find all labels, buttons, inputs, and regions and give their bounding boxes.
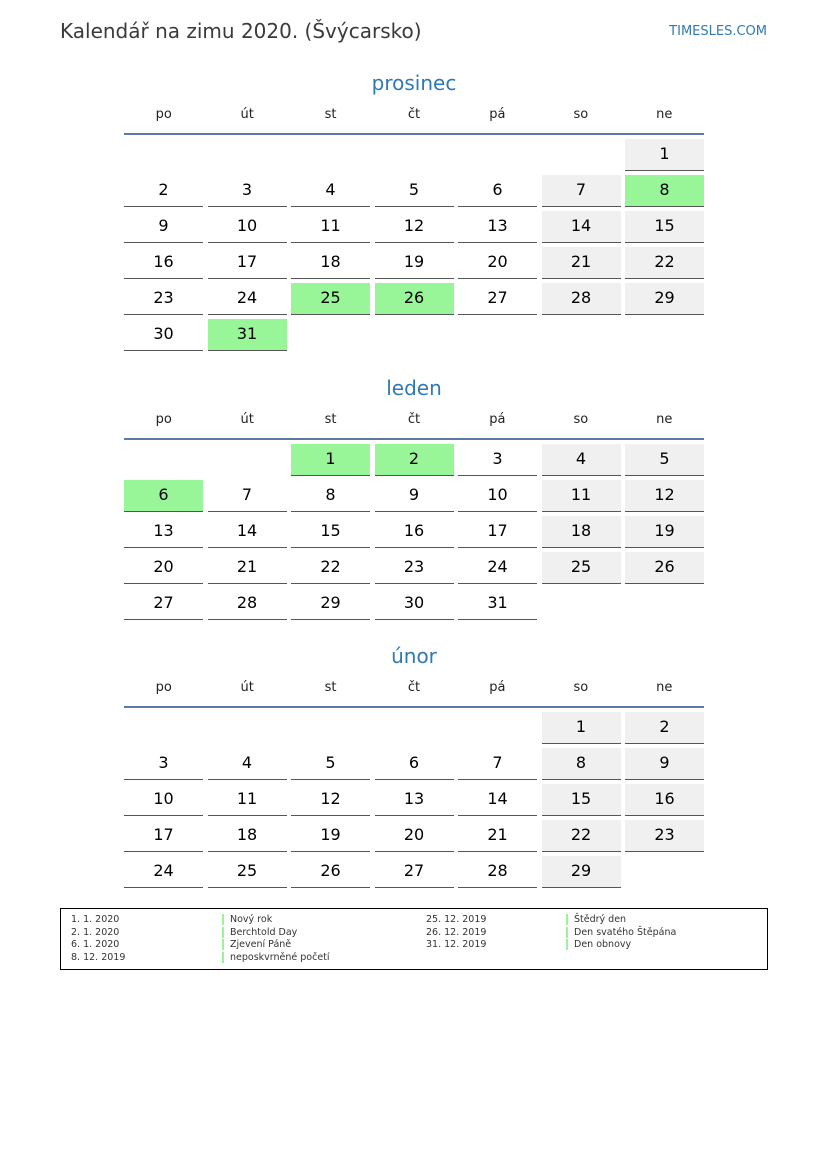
- day-cell: 15: [291, 516, 370, 548]
- day-cell: 23: [625, 820, 704, 852]
- week-row: [124, 784, 704, 816]
- day-cell: 13: [124, 516, 203, 548]
- legend-date: 6. 1. 2020: [71, 939, 120, 951]
- day-cell: 30: [124, 319, 203, 351]
- day-cell: 22: [625, 247, 704, 279]
- weekday-label: st: [324, 680, 337, 695]
- day-cell: 3: [208, 175, 287, 207]
- day-cell: 6: [124, 480, 203, 512]
- weekday-label: út: [240, 107, 254, 122]
- page-title: Kalendář na zimu 2020. (Švýcarsko): [60, 19, 422, 43]
- legend-holiday-name: [222, 927, 330, 940]
- week-row: [124, 247, 704, 279]
- legend-names-left: [222, 914, 330, 964]
- legend-dates-left: [71, 914, 125, 964]
- day-cell: 27: [458, 283, 537, 315]
- day-cell: 10: [458, 480, 537, 512]
- empty-day-cell: [124, 712, 203, 744]
- day-cell: 6: [458, 175, 537, 207]
- empty-day-cell: [542, 319, 621, 351]
- day-cell: 17: [124, 820, 203, 852]
- day-cell: 24: [458, 552, 537, 584]
- week-row: [124, 516, 704, 548]
- day-cell: 7: [458, 748, 537, 780]
- day-cell: 29: [625, 283, 704, 315]
- day-cell: 3: [458, 444, 537, 476]
- month-title: leden: [386, 376, 442, 400]
- empty-day-cell: [375, 319, 454, 351]
- day-cell: 9: [375, 480, 454, 512]
- empty-day-cell: [625, 588, 704, 620]
- day-cell: 11: [208, 784, 287, 816]
- day-cell: 2: [375, 444, 454, 476]
- day-cell: 24: [124, 856, 203, 888]
- weekday-label: út: [240, 412, 254, 427]
- empty-day-cell: [291, 712, 370, 744]
- day-cell: 31: [458, 588, 537, 620]
- weekday-label: po: [155, 412, 172, 427]
- month-title: prosinec: [371, 71, 457, 95]
- day-cell: 11: [291, 211, 370, 243]
- legend-holiday-name: [566, 914, 676, 927]
- week-row: [124, 480, 704, 512]
- day-cell: 22: [542, 820, 621, 852]
- day-cell: 19: [291, 820, 370, 852]
- day-cell: 21: [208, 552, 287, 584]
- week-row: [124, 712, 704, 744]
- day-cell: 28: [542, 283, 621, 315]
- empty-day-cell: [208, 139, 287, 171]
- brand-link[interactable]: TIMESLES.COM: [669, 24, 767, 39]
- week-row: [124, 175, 704, 207]
- day-cell: 29: [291, 588, 370, 620]
- day-cell: 20: [124, 552, 203, 584]
- day-cell: 16: [124, 247, 203, 279]
- day-cell: 9: [124, 211, 203, 243]
- day-cell: 12: [291, 784, 370, 816]
- day-cell: 17: [208, 247, 287, 279]
- week-row: [124, 283, 704, 315]
- day-cell: 24: [208, 283, 287, 315]
- day-cell: 10: [124, 784, 203, 816]
- day-cell: 4: [208, 748, 287, 780]
- legend-name-text: Den svatého Štěpána: [566, 927, 676, 938]
- day-cell: 19: [375, 247, 454, 279]
- legend-holiday-name: [566, 939, 676, 952]
- day-cell: 5: [625, 444, 704, 476]
- day-cell: 26: [625, 552, 704, 584]
- legend-date: 26. 12. 2019: [426, 926, 487, 938]
- day-cell: 7: [208, 480, 287, 512]
- legend-holiday-name: [222, 914, 330, 927]
- week-row: [124, 748, 704, 780]
- empty-day-cell: [542, 588, 621, 620]
- legend-name-text: neposkvrněné početí: [222, 952, 330, 963]
- week-row: [124, 444, 704, 476]
- day-cell: 14: [458, 784, 537, 816]
- empty-day-cell: [375, 139, 454, 171]
- week-row: [124, 588, 704, 620]
- legend-holiday-name: [222, 939, 330, 952]
- day-cell: 29: [542, 856, 621, 888]
- day-cell: 31: [208, 319, 287, 351]
- weekday-label: pá: [489, 680, 506, 695]
- legend-dates-right: [426, 914, 486, 952]
- legend-names-right: [566, 914, 676, 952]
- day-cell: 15: [542, 784, 621, 816]
- day-cell: 7: [542, 175, 621, 207]
- day-cell: 5: [291, 748, 370, 780]
- day-cell: 25: [542, 552, 621, 584]
- holiday-legend: [60, 908, 768, 970]
- weekday-label: ne: [656, 412, 673, 427]
- day-cell: 23: [124, 283, 203, 315]
- week-row: [124, 319, 704, 351]
- day-cell: 12: [625, 480, 704, 512]
- day-cell: 21: [458, 820, 537, 852]
- weekday-label: ne: [656, 680, 673, 695]
- day-cell: 26: [375, 283, 454, 315]
- empty-day-cell: [625, 856, 704, 888]
- empty-day-cell: [208, 712, 287, 744]
- day-cell: 3: [124, 748, 203, 780]
- weekday-header: [124, 680, 704, 708]
- day-cell: 1: [625, 139, 704, 171]
- legend-date: 1. 1. 2020: [71, 914, 120, 925]
- empty-day-cell: [124, 139, 203, 171]
- day-cell: 12: [375, 211, 454, 243]
- day-cell: 8: [291, 480, 370, 512]
- day-cell: 27: [375, 856, 454, 888]
- legend-name-text: Den obnovy: [566, 939, 631, 950]
- weekday-header: [124, 412, 704, 440]
- day-cell: 28: [458, 856, 537, 888]
- legend-date: 25. 12. 2019: [426, 914, 487, 925]
- month-0: [124, 70, 704, 351]
- day-cell: 28: [208, 588, 287, 620]
- day-cell: 17: [458, 516, 537, 548]
- weekday-label: čt: [407, 107, 421, 122]
- day-cell: 8: [625, 175, 704, 207]
- day-cell: 26: [291, 856, 370, 888]
- day-cell: 2: [625, 712, 704, 744]
- day-cell: 13: [375, 784, 454, 816]
- empty-day-cell: [458, 712, 537, 744]
- weekday-label: út: [240, 680, 254, 695]
- legend-date: 31. 12. 2019: [426, 939, 487, 951]
- week-row: [124, 820, 704, 852]
- weekday-label: so: [573, 680, 589, 695]
- day-cell: 25: [208, 856, 287, 888]
- legend-name-text: Nový rok: [222, 914, 272, 925]
- week-row: [124, 856, 704, 888]
- empty-day-cell: [458, 139, 537, 171]
- day-cell: 2: [124, 175, 203, 207]
- day-cell: 1: [542, 712, 621, 744]
- empty-day-cell: [208, 444, 287, 476]
- weekday-label: po: [155, 680, 172, 695]
- legend-date: 2. 1. 2020: [71, 926, 120, 938]
- day-cell: 14: [542, 211, 621, 243]
- empty-day-cell: [542, 139, 621, 171]
- weekday-label: pá: [489, 107, 506, 122]
- day-cell: 30: [375, 588, 454, 620]
- day-cell: 23: [375, 552, 454, 584]
- empty-day-cell: [124, 444, 203, 476]
- weekday-label: st: [324, 107, 337, 122]
- weekday-label: čt: [407, 412, 421, 427]
- day-cell: 15: [625, 211, 704, 243]
- day-cell: 4: [291, 175, 370, 207]
- month-title: únor: [391, 644, 437, 668]
- weekday-label: čt: [407, 680, 421, 695]
- day-cell: 9: [625, 748, 704, 780]
- weekday-label: ne: [656, 107, 673, 122]
- legend-name-text: Zjevení Páně: [222, 939, 291, 950]
- day-cell: 25: [291, 283, 370, 315]
- legend-holiday-name: [222, 952, 330, 965]
- day-cell: 1: [291, 444, 370, 476]
- empty-day-cell: [291, 319, 370, 351]
- weekday-label: so: [573, 107, 589, 122]
- legend-name-text: Berchtold Day: [222, 927, 297, 938]
- day-cell: 16: [375, 516, 454, 548]
- week-row: [124, 139, 704, 171]
- day-cell: 18: [542, 516, 621, 548]
- day-cell: 10: [208, 211, 287, 243]
- day-cell: 20: [458, 247, 537, 279]
- empty-day-cell: [375, 712, 454, 744]
- weekday-label: po: [155, 107, 172, 122]
- day-cell: 18: [291, 247, 370, 279]
- weekday-label: pá: [489, 412, 506, 427]
- day-cell: 20: [375, 820, 454, 852]
- week-row: [124, 552, 704, 584]
- day-cell: 11: [542, 480, 621, 512]
- day-cell: 19: [625, 516, 704, 548]
- legend-holiday-name: [566, 927, 676, 940]
- empty-day-cell: [291, 139, 370, 171]
- empty-day-cell: [458, 319, 537, 351]
- legend-date: 8. 12. 2019: [71, 951, 126, 963]
- day-cell: 4: [542, 444, 621, 476]
- week-row: [124, 211, 704, 243]
- weekday-label: st: [324, 412, 337, 427]
- day-cell: 8: [542, 748, 621, 780]
- day-cell: 21: [542, 247, 621, 279]
- day-cell: 27: [124, 588, 203, 620]
- month-1: [124, 375, 704, 620]
- weekday-label: so: [573, 412, 589, 427]
- day-cell: 6: [375, 748, 454, 780]
- empty-day-cell: [625, 319, 704, 351]
- day-cell: 16: [625, 784, 704, 816]
- day-cell: 14: [208, 516, 287, 548]
- weekday-header: [124, 107, 704, 135]
- legend-name-text: Štědrý den: [566, 914, 626, 925]
- day-cell: 18: [208, 820, 287, 852]
- day-cell: 22: [291, 552, 370, 584]
- day-cell: 5: [375, 175, 454, 207]
- month-2: [124, 643, 704, 888]
- day-cell: 13: [458, 211, 537, 243]
